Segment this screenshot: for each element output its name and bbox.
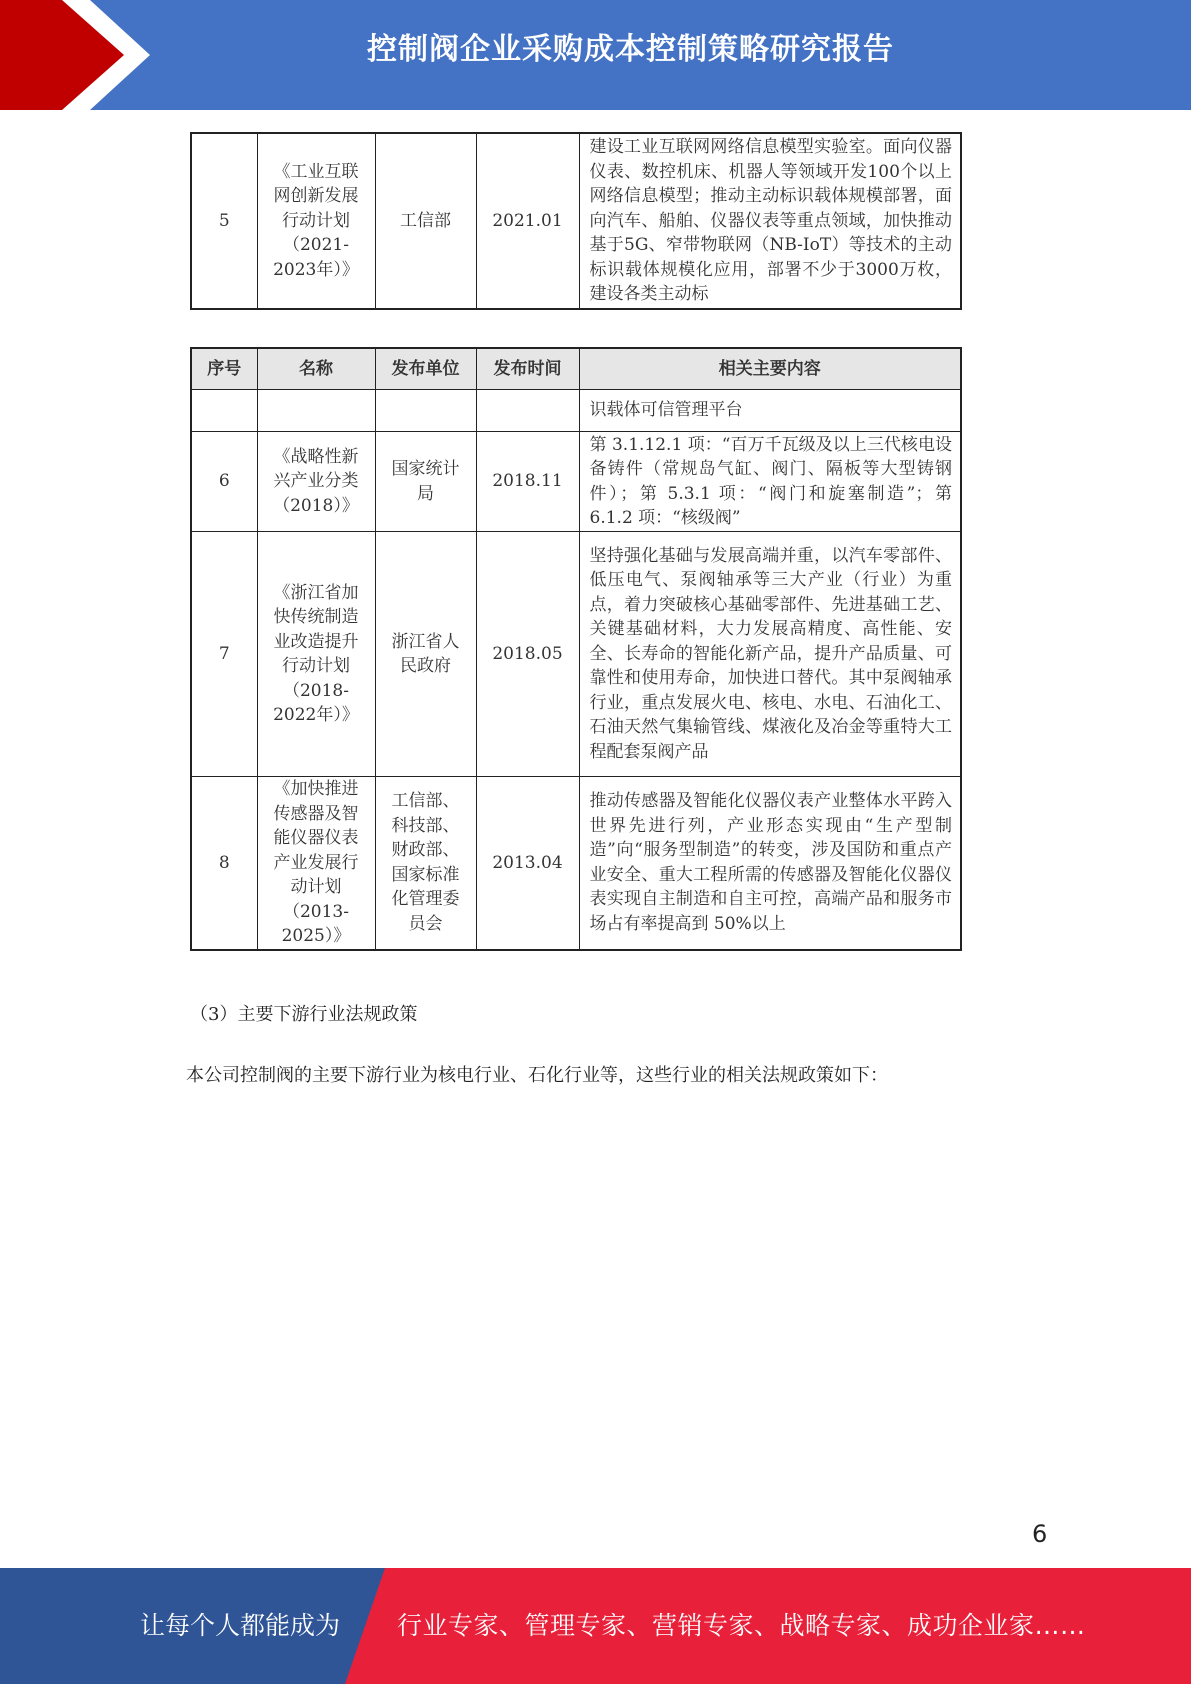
issuing-org — [375, 390, 476, 432]
header-org: 发布单位 — [375, 348, 476, 390]
header-date: 发布时间 — [476, 348, 579, 390]
issue-date: 2018.05 — [476, 532, 579, 777]
footer-slogan-left: 让每个人都能成为 — [140, 1611, 341, 1640]
policy-content: 识载体可信管理平台 — [579, 390, 961, 432]
row-number: 8 — [191, 777, 257, 950]
table-row — [191, 133, 961, 309]
policy-content: 推动传感器及智能化仪器仪表产业整体水平跨入世界先进行列，产业形态实现由“生产型制造”向“服务型制造”的转变，涉及国防和重点产业安全、重大工程所需的传感器及智能化仪器仪表实现自主制造和自主可控，高端产品和服务市场占有率提高到 50%以上 — [579, 777, 961, 950]
row-number: 6 — [191, 432, 257, 532]
row-number: 5 — [191, 133, 257, 309]
page-header — [0, 0, 1191, 110]
policy-table-continued — [190, 132, 962, 310]
table-row — [191, 532, 961, 777]
table-row — [191, 390, 961, 432]
policy-content: 第 3.1.12.1 项：“百万千瓦级及以上三代核电设备铸件（常规岛气缸、阀门、隔板等大型铸钢件）；第 5.3.1 项：“阀门和旋塞制造”；第 6.1.2 项：“核级阀” — [579, 432, 961, 532]
policy-name: 《浙江省加快传统制造业改造提升行动计划（2018-2022年）》 — [257, 532, 375, 777]
issuing-org: 工信部 — [375, 133, 476, 309]
header-no: 序号 — [191, 348, 257, 390]
section-paragraph: 本公司控制阀的主要下游行业为核电行业、石化行业等，这些行业的相关法规政策如下： — [186, 1065, 888, 1086]
row-number: 7 — [191, 532, 257, 777]
header-content: 相关主要内容 — [579, 348, 961, 390]
row-number — [191, 390, 257, 432]
section-subheading: （3）主要下游行业法规政策 — [190, 1004, 418, 1025]
page-number: 6 — [1032, 1520, 1048, 1548]
policy-content: 建设工业互联网网络信息模型实验室。面向仪器仪表、数控机床、机器人等领域开发100个以上网络信息模型；推动主动标识载体规模部署，面向汽车、船舶、仪器仪表等重点领域，加快推动基于5G、窄带物联网（NB-IoT）等技术的主动标识载体规模化应用，部署不少于3000万枚，建设各类主动标 — [579, 133, 961, 309]
policy-name — [257, 390, 375, 432]
issuing-org: 浙江省人民政府 — [375, 532, 476, 777]
header-title: 控制阀企业采购成本控制策略研究报告 — [367, 32, 894, 67]
policy-name: 《工业互联网创新发展行动计划（2021-2023年）》 — [257, 133, 375, 309]
footer-slogan-right: 行业专家、管理专家、营销专家、战略专家、成功企业家…… — [397, 1611, 1086, 1640]
issuing-org: 国家统计局 — [375, 432, 476, 532]
header-name: 名称 — [257, 348, 375, 390]
issue-date: 2021.01 — [476, 133, 579, 309]
page-footer — [0, 1568, 1191, 1684]
issue-date — [476, 390, 579, 432]
issue-date: 2013.04 — [476, 777, 579, 950]
table-row — [191, 432, 961, 532]
table-row — [191, 777, 961, 950]
policy-name: 《战略性新兴产业分类（2018）》 — [257, 432, 375, 532]
table-header-row — [191, 348, 961, 390]
policy-content: 坚持强化基础与发展高端并重，以汽车零部件、低压电气、泵阀轴承等三大产业（行业）为重点，着力突破核心基础零部件、先进基础工艺、关键基础材料，大力发展高精度、高性能、安全、长寿命的智能化新产品，提升产品质量、可靠性和使用寿命，加快进口替代。其中泵阀轴承行业，重点发展火电、核电、水电、石油化工、石油天然气集输管线、煤液化及冶金等重特大工程配套泵阀产品 — [579, 532, 961, 777]
issuing-org: 工信部、科技部、财政部、国家标准化管理委员会 — [375, 777, 476, 950]
policy-name: 《加快推进传感器及智能仪器仪表产业发展行动计划（2013-2025）》 — [257, 777, 375, 950]
issue-date: 2018.11 — [476, 432, 579, 532]
policy-table — [190, 347, 962, 951]
